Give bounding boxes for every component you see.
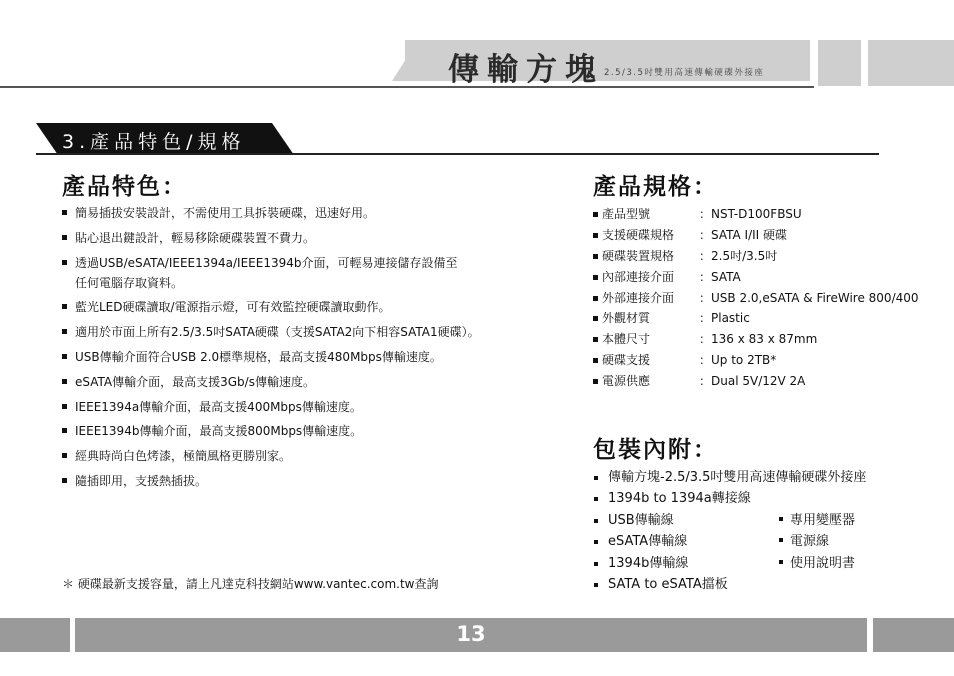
spec-row [593,225,919,246]
spec-value: ：SATA [699,269,741,284]
list-item: 使用說明書 [778,553,855,574]
page-number: 13 [456,622,486,646]
spec-value: ：Plastic [699,311,750,326]
spec-key: 支援硬碟規格 [602,227,675,242]
list-item-continuation: 任何電腦存取資料。 [75,275,184,290]
spec-row [593,329,919,350]
list-item: 專用變壓器 [778,510,855,531]
list-item: 藍光LED硬碟讀取/電源指示燈，可有效監控硬碟讀取動作。 [62,298,582,316]
spec-key: 外部連接介面 [602,290,675,305]
spec-key: 電源供應 [602,374,651,389]
list-item: IEEE1394b傳輸介面，最高支援800Mbps傳輸速度。 [62,422,582,440]
page-title: 傳輸方塊 [448,52,604,88]
spec-key: 產品型號 [602,207,651,221]
spec-row [593,267,919,288]
spec-value: ：2.5吋/3.5吋 [699,248,778,263]
package-heading: 包裝內附： [593,437,718,463]
features-heading: 產品特色： [62,174,187,200]
list-item: 1394b傳輸線 [593,553,866,574]
spec-value: ：Dual 5V/12V 2A [699,374,806,389]
list-item: USB傳輸介面符合USB 2.0標準規格，最高支援480Mbps傳輸速度。 [62,348,582,366]
footer-decor-box [0,618,70,652]
spec-value: ：Up to 2TB* [699,353,777,368]
spec-value: ：SATA I/II 硬碟 [699,227,788,242]
header-rule [0,86,814,88]
header-decor-box [868,40,954,86]
list-item: 貼心退出鍵設計，輕易移除硬碟裝置不費力。 [62,229,582,247]
features-list [62,204,582,497]
spec-row [593,350,919,371]
spec-value: ：NST-D100FBSU [699,207,802,221]
spec-row [593,288,919,309]
footer-decor-box [873,618,954,652]
list-item: 傳輸方塊-2.5/3.5吋雙用高速傳輸硬碟外接座 [593,467,866,488]
list-item: SATA to eSATA擋板 [593,574,866,595]
list-item: IEEE1394a傳輸介面，最高支援400Mbps傳輸速度。 [62,398,582,416]
list-item: USB傳輸線 [593,510,866,531]
spec-key: 內部連接介面 [602,269,675,284]
page-subtitle: 2.5/3.5吋雙用高速傳輸硬碟外接座 [604,68,765,78]
list-item: 透過USB/eSATA/IEEE1394a/IEEE1394b介面，可輕易連接儲存設備至 [62,254,582,272]
capacity-note: ＊ 硬碟最新支援容量，請上凡達克科技網站www.vantec.com.tw查詢 [62,577,439,591]
list-item: 經典時尚白色烤漆，極簡風格更勝別家。 [62,447,582,465]
spec-value: ：USB 2.0,eSATA & FireWire 800/400 [699,290,919,305]
specs-table [593,204,919,392]
header-decor-box [818,40,861,86]
list-item: 隨插即用，支援熱插拔。 [62,472,582,490]
spec-key: 硬碟裝置規格 [602,248,675,263]
spec-key: 硬碟支援 [602,353,651,368]
list-item: eSATA傳輸介面，最高支援3Gb/s傳輸速度。 [62,373,582,391]
spec-row [593,308,919,329]
specs-heading: 產品規格： [593,174,718,200]
package-list-secondary [778,510,855,574]
spec-row [593,204,919,225]
section-title: 3.產品特色/規格 [62,131,246,153]
list-item: 電源線 [778,531,855,552]
spec-row [593,371,919,392]
list-item: 簡易插拔安裝設計，不需使用工具拆裝硬碟，迅速好用。 [62,204,582,222]
list-item: eSATA傳輸線 [593,531,866,552]
list-item: 1394b to 1394a轉接線 [593,488,866,509]
spec-value: ：136 x 83 x 87mm [699,332,818,347]
spec-key: 本體尺寸 [602,332,651,347]
list-item: 適用於市面上所有2.5/3.5吋SATA硬碟（支援SATA2向下相容SATA1硬碟）。 [62,323,582,341]
spec-row [593,246,919,267]
section-rule [36,153,879,155]
spec-key: 外觀材質 [602,311,651,326]
